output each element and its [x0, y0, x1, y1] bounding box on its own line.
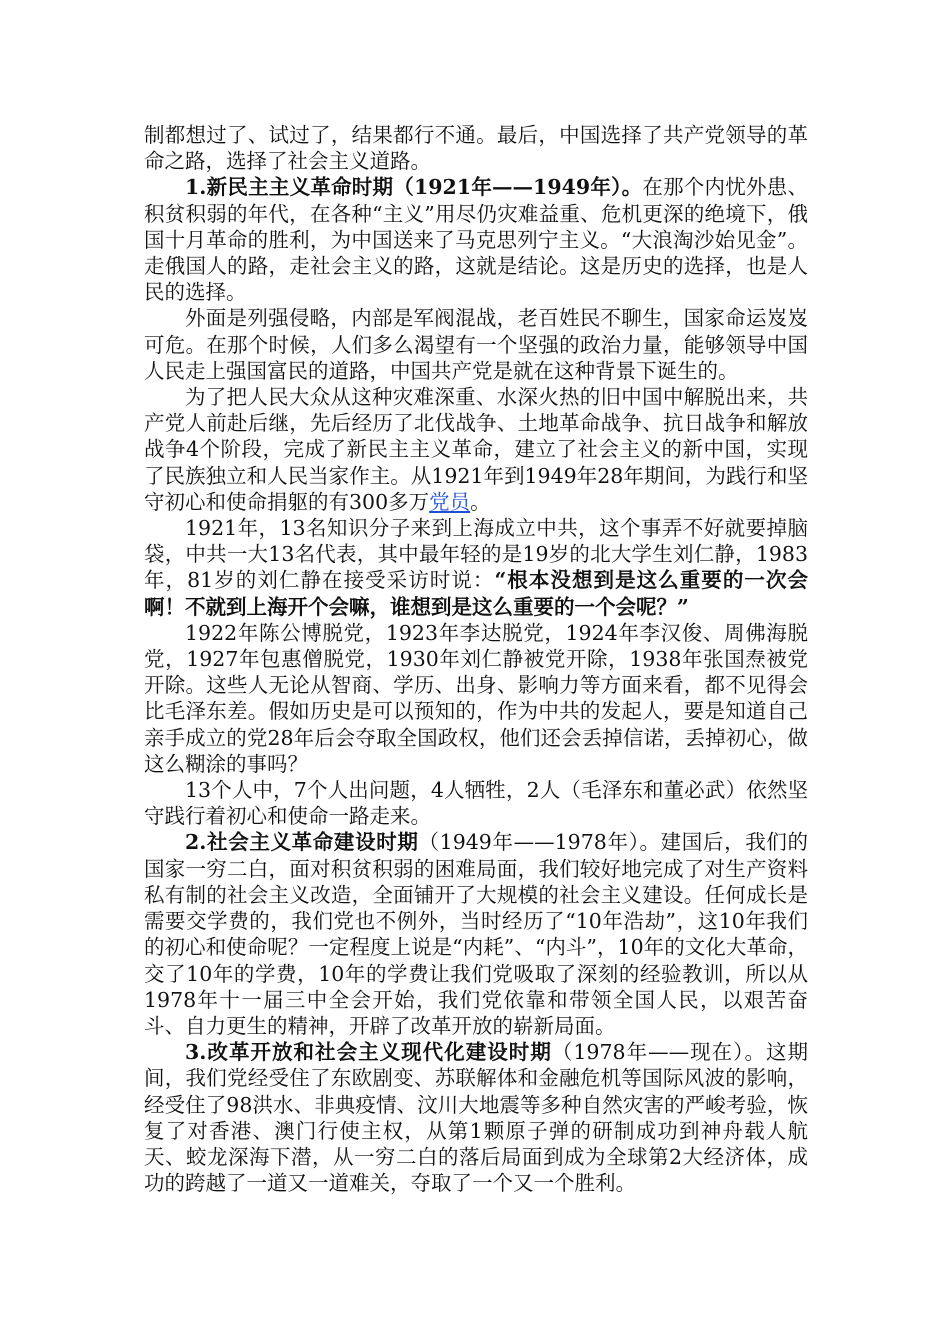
document-body: [144, 122, 808, 1196]
paragraph-first-congress: [144, 515, 808, 620]
section-heading-2: 2.社会主义革命建设时期: [185, 830, 419, 855]
paragraph-text: （1949年——1978年）。建国后，我们的国家一穷二白，面对积贫积弱的困难局面，我们较好地完成了对生产资料私有制的社会主义改造，全面铺开了大规模的社会主义建设。任何成长是需要交学费的，我们党也不例外，当时经历了“10年浩劫”，这10年我们的初心和使命呢？一定程度上说是“内耗”、“内斗”，10年的文化大革命，交了10年的学费，10年的学费让我们党吸取了深刻的经验教训，所以从1978年十一届三中全会开始，我们党依靠和带领全国人民，以艰苦奋斗、自力更生的精神，开辟了改革开放的崭新局面。: [144, 830, 809, 1038]
party-member-link[interactable]: 党员: [429, 489, 471, 514]
paragraph-new-democratic-period: [144, 174, 808, 305]
bold-quote: “根本没想到是这么重要的一次会啊！不就到上海开个会嘛，谁想到是这么重要的一个会呢？”: [144, 568, 808, 619]
paragraph-end-punct: 。: [470, 489, 491, 514]
paragraph-text: （1978年——现在）。这期间，我们党经受住了东欧剧变、苏联解体和金融危机等国际风波的影响，经受住了98洪水、非典疫情、汶川大地震等多种自然灾害的严峻考验，恢复了对香港、澳门行使主权，从第1颗原子弹的研制成功到神舟载人航天、蛟龙深海下潜，从一穷二白的落后局面到成为全球第2大经济体，成功的跨越了一道又一道难关，夺取了一个又一个胜利。: [144, 1040, 808, 1196]
paragraph-text: 1921年，13名知识分子来到上海成立中共，这个事弄不好就要掉脑袋，中共一大13名代表，其中最年轻的是19岁的北大学生刘仁静，1983年，81岁的刘仁静在接受采访时说：: [144, 516, 808, 593]
paragraph-text: 在那个内忧外患、积贫积弱的年代，在各种“主义”用尽仍灾难益重、危机更深的绝境下，俄国十月革命的胜利，为中国送来了马克思列宁主义。“大浪淘沙始见金”。走俄国人的路，走社会主义的路，这就是结论。这是历史的选择，也是人民的选择。: [144, 175, 809, 305]
paragraph-background: 外面是列强侵略，内部是军阀混战，老百姓民不聊生，国家命运岌岌可危。在那个时候，人们多么渴望有一个坚强的政治力量，能够领导中国人民走上强国富民的道路，中国共产党是就在这种背景下诞生的。: [144, 306, 808, 383]
paragraph-socialist-construction: [144, 829, 808, 1039]
section-heading-3: 3.改革开放和社会主义现代化建设时期: [185, 1040, 552, 1065]
paragraph-text: 为了把人民大众从这种灾难深重、水深火热的旧中国中解脱出来，共产党人前赴后继，先后经历了北伐战争、土地革命战争、抗日战争和解放战争4个阶段，完成了新民主主义革命，建立了社会主义的新中国，实现了民族独立和人民当家作主。从1921年到1949年28年期间，为践行和坚守初心和使命捐躯的有300多万: [144, 385, 808, 514]
paragraph-intro-continuation: 制都想过了、试过了，结果都行不通。最后，中国选择了共产党领导的革命之路，选择了社会主义道路。: [144, 123, 808, 174]
paragraph-thirteen-members: 13个人中，7个人出问题，4人牺牲，2人（毛泽东和董必武）依然坚守践行着初心和使命一路走来。: [144, 778, 808, 829]
paragraph-reform-opening: [144, 1039, 808, 1196]
paragraph-revolution-stages: [144, 384, 808, 515]
paragraph-defections: 1922年陈公博脱党，1923年李达脱党，1924年李汉俊、周佛海脱党，1927年包惠僧脱党，1930年刘仁静被党开除，1938年张国焘被党开除。这些人无论从智商、学历、出身、影响力等方面来看，都不见得会比毛泽东差。假如历史是可以预知的，作为中共的发起人，要是知道自己亲手成立的党28年后会夺取全国政权，他们还会丢掉信诺，丢掉初心，做这么糊涂的事吗？: [144, 620, 808, 776]
section-heading-1: 1.新民主主义革命时期（1921年——1949年）。: [185, 175, 643, 200]
